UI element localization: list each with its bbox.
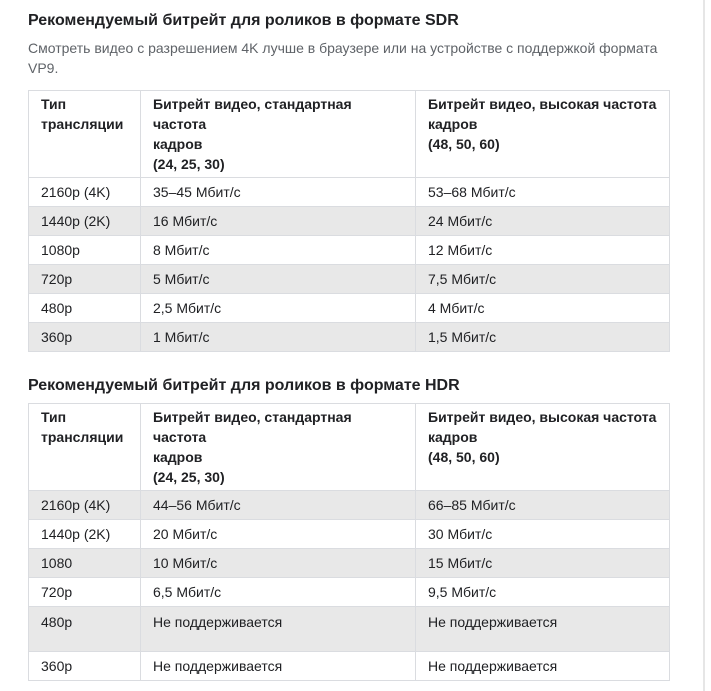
header-text: кадров: [153, 136, 203, 152]
table-row: [29, 491, 670, 520]
cell-high-bitrate: 7,5 Мбит/с: [416, 265, 670, 294]
cell-high-bitrate: Не поддерживается: [416, 652, 670, 681]
cell-standard-bitrate: Не поддерживается: [141, 607, 416, 652]
cell-stream-type: 480p: [29, 294, 141, 323]
header-text: Битрейт видео, стандартная частота: [153, 96, 352, 132]
header-text: Битрейт видео, высокая частота: [428, 96, 657, 112]
header-text: трансляции: [41, 116, 124, 132]
sdr-intro-text: Смотреть видео с разрешением 4K лучше в браузере или на устройстве с поддержкой формата VP9.: [28, 40, 658, 76]
cell-stream-type: 2160p (4K): [29, 178, 141, 207]
cell-stream-type: 360p: [29, 652, 141, 681]
cell-high-bitrate: 30 Мбит/с: [416, 520, 670, 549]
cell-stream-type: 720p: [29, 265, 141, 294]
cell-high-bitrate: 9,5 Мбит/с: [416, 578, 670, 607]
cell-high-bitrate: 15 Мбит/с: [416, 549, 670, 578]
cell-stream-type: 720p: [29, 578, 141, 607]
cell-standard-bitrate: 20 Мбит/с: [141, 520, 416, 549]
sdr-bitrate-table: [28, 90, 670, 352]
header-standard-framerate: [141, 91, 416, 178]
cell-standard-bitrate: 10 Мбит/с: [141, 549, 416, 578]
table-row: [29, 652, 670, 681]
header-text: кадров: [428, 429, 478, 445]
table-row: [29, 207, 670, 236]
header-text: (24, 25, 30): [153, 156, 225, 172]
hdr-bitrate-table: [28, 403, 670, 681]
cell-standard-bitrate: 44–56 Мбит/с: [141, 491, 416, 520]
header-text: трансляции: [41, 429, 124, 445]
cell-standard-bitrate: 1 Мбит/с: [141, 323, 416, 352]
cell-stream-type: 1080p: [29, 236, 141, 265]
hdr-section-title: Рекомендуемый битрейт для роликов в формате HDR: [28, 377, 460, 394]
header-text: кадров: [428, 116, 478, 132]
cell-high-bitrate: 53–68 Мбит/с: [416, 178, 670, 207]
sdr-section-title: Рекомендуемый битрейт для роликов в формате SDR: [28, 12, 459, 29]
header-stream-type: [29, 91, 141, 178]
table-row: [29, 236, 670, 265]
header-text: Тип: [41, 409, 67, 425]
cell-high-bitrate: 24 Мбит/с: [416, 207, 670, 236]
table-row: [29, 578, 670, 607]
cell-high-bitrate: 12 Мбит/с: [416, 236, 670, 265]
cell-standard-bitrate: 5 Мбит/с: [141, 265, 416, 294]
table-row: [29, 178, 670, 207]
table-row: [29, 294, 670, 323]
table-row: [29, 549, 670, 578]
header-text: кадров: [153, 449, 203, 465]
cell-stream-type: 480p: [29, 607, 141, 652]
cell-stream-type: 2160p (4K): [29, 491, 141, 520]
cell-stream-type: 1440p (2K): [29, 520, 141, 549]
header-standard-framerate: [141, 404, 416, 491]
header-stream-type: [29, 404, 141, 491]
cell-stream-type: 1440p (2K): [29, 207, 141, 236]
cell-high-bitrate: Не поддерживается: [416, 607, 670, 652]
table-row: [29, 265, 670, 294]
header-text: (48, 50, 60): [428, 136, 500, 152]
cell-high-bitrate: 1,5 Мбит/с: [416, 323, 670, 352]
cell-high-bitrate: 66–85 Мбит/с: [416, 491, 670, 520]
table-row: [29, 323, 670, 352]
cell-standard-bitrate: 8 Мбит/с: [141, 236, 416, 265]
cell-standard-bitrate: 35–45 Мбит/с: [141, 178, 416, 207]
cell-standard-bitrate: 2,5 Мбит/с: [141, 294, 416, 323]
table-row: [29, 607, 670, 652]
header-text: (48, 50, 60): [428, 449, 500, 465]
cell-standard-bitrate: 6,5 Мбит/с: [141, 578, 416, 607]
cell-high-bitrate: 4 Мбит/с: [416, 294, 670, 323]
cell-standard-bitrate: Не поддерживается: [141, 652, 416, 681]
table-header-row: [29, 91, 670, 178]
header-text: Тип: [41, 96, 67, 112]
table-row: [29, 520, 670, 549]
header-high-framerate: [416, 404, 670, 491]
header-text: (24, 25, 30): [153, 469, 225, 485]
table-header-row: [29, 404, 670, 491]
header-text: Битрейт видео, стандартная частота: [153, 409, 352, 445]
header-high-framerate: [416, 91, 670, 178]
cell-standard-bitrate: 16 Мбит/с: [141, 207, 416, 236]
header-text: Битрейт видео, высокая частота: [428, 409, 657, 425]
cell-stream-type: 1080: [29, 549, 141, 578]
cell-stream-type: 360p: [29, 323, 141, 352]
